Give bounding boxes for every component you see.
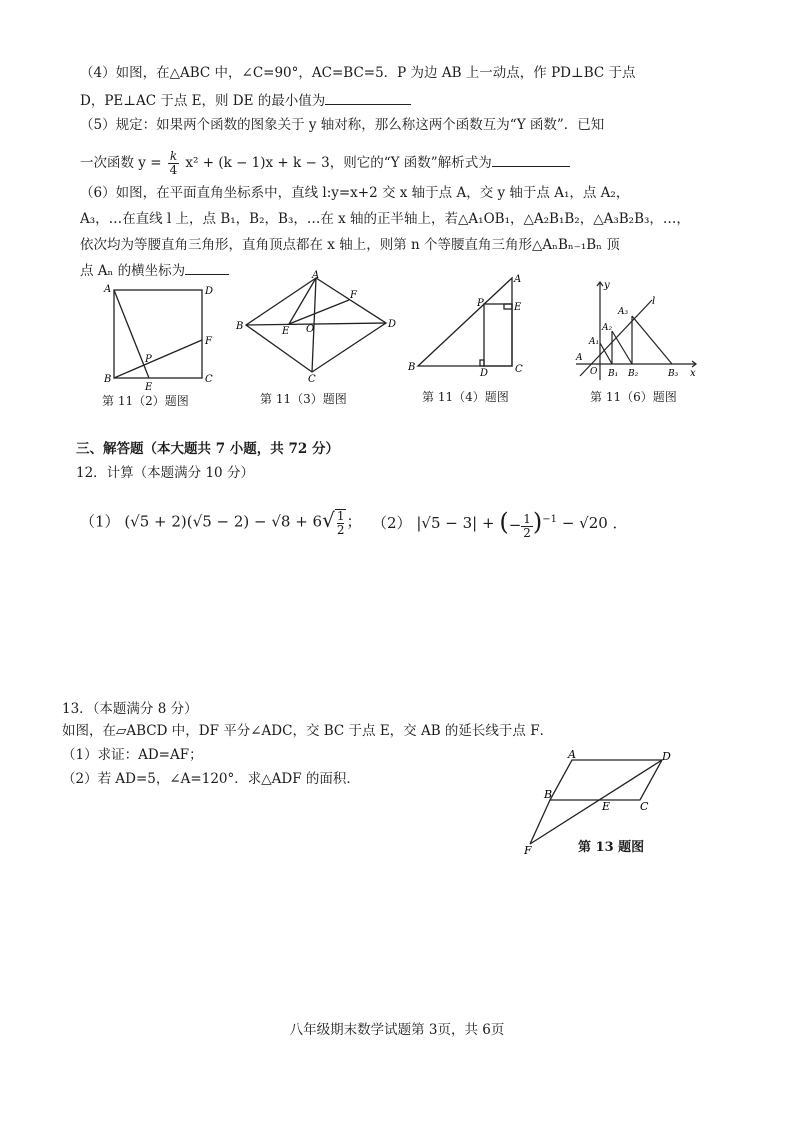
figure-11-6 [572, 276, 702, 386]
q13-part1: （1）求证：AD=AF； [62, 747, 203, 763]
label-B: B [104, 374, 112, 385]
label-l: l [652, 296, 656, 307]
frac-num: 1 [523, 511, 531, 526]
caption-11-4: 第 11（4）题图 [422, 390, 509, 404]
paren-fraction: (− $\frac{1}{2}$ ) [499, 508, 543, 540]
label-A3: A₃ [618, 307, 629, 317]
label-D: D [388, 319, 397, 330]
rectangle-pdce [484, 304, 512, 366]
right-angle-mark [480, 360, 484, 366]
label-O: O [306, 324, 315, 335]
label-B1: B₁ [608, 369, 619, 379]
label-A1: A₁ [589, 337, 600, 347]
answer-blank[interactable] [492, 152, 570, 167]
label-y: y [604, 280, 610, 291]
label-A: A [312, 270, 320, 281]
q11-6-line3: 依次均为等腰直角三角形，直角顶点都在 x 轴上，则第 n 个等腰直角三角形△AₙBₙ₋₁Bₙ 顶 [80, 237, 620, 253]
right-paren-icon: ) [532, 508, 543, 536]
q13-title: 13．（本题满分 8 分） [62, 701, 198, 717]
triangle-2-right [612, 331, 632, 364]
frac-num: k [169, 149, 178, 163]
right-angle-mark-e [504, 304, 512, 309]
sqrt-half [322, 508, 346, 537]
label-B: B [236, 321, 244, 332]
label-B: B [544, 788, 553, 801]
label-A: A [514, 274, 522, 285]
caption-13: 第 13 题图 [578, 840, 645, 855]
caption-11-6: 第 11（6）题图 [590, 390, 677, 404]
triangle-abc [418, 278, 512, 366]
section-heading: 三、解答题（本大题共 7 小题，共 72 分） [76, 441, 339, 457]
q13-part2: （2）若 AD=5，∠A=120°．求△ADF 的面积． [62, 771, 360, 787]
q12-2-expr-b: − √20 ． [561, 513, 628, 532]
label-B: B [408, 362, 416, 373]
q12-2-expr-a: |√5 − 3| + [416, 513, 495, 532]
q12-2-label: （2） [372, 513, 412, 532]
label-x: x [690, 368, 696, 379]
label-B2: B₂ [628, 369, 639, 379]
label-C: C [640, 800, 649, 813]
label-C: C [308, 374, 316, 385]
label-D: D [662, 750, 671, 763]
frac-den: 4 [169, 163, 178, 177]
label-F: F [205, 336, 212, 347]
q12-1-label: （1） [80, 512, 120, 531]
fraction-half [521, 513, 533, 540]
caption-11-3: 第 11（3）题图 [260, 392, 347, 406]
caption-11-2: 第 11（2）题图 [102, 394, 189, 408]
q11-4-line2-text: D，PE⊥AC 于点 E，则 DE 的最小值为 [80, 93, 326, 109]
q11-6-line4-text: 点 Aₙ 的横坐标为 [80, 263, 186, 279]
label-E: E [282, 326, 290, 337]
label-E: E [514, 302, 522, 313]
q11-6-line1: （6）如图，在平面直角坐标系中，直线 l:y=x+2 交 x 轴于点 A，交 y 轴于点 A₁，点 A₂， [80, 185, 630, 201]
label-E: E [145, 382, 153, 393]
q12-part1 [80, 508, 362, 537]
label-C: C [515, 364, 523, 375]
segment-bf [114, 340, 202, 378]
q11-5-line2 [80, 150, 570, 177]
q12-title: 12．计算（本题满分 10 分） [76, 465, 254, 481]
fraction-k-over-4 [168, 150, 179, 177]
left-paren-icon: ( [499, 508, 509, 536]
frac-num: 1 [336, 509, 345, 523]
label-A: A [568, 748, 576, 761]
label-E: E [602, 800, 611, 813]
triangle-3-right [632, 316, 672, 364]
q11-6-line4 [80, 260, 229, 280]
segment-ef [289, 300, 349, 324]
label-P: P [477, 298, 484, 309]
q11-4-line2 [80, 90, 411, 110]
exponent: −1 [542, 513, 558, 525]
radical-icon: √ [322, 508, 335, 532]
label-C: C [205, 374, 213, 385]
q12-1-expr: (√5 + 2)(√5 − 2) − √8 + 6 [124, 512, 323, 531]
q11-4-line1: （4）如图，在△ABC 中，∠C=90°，AC=BC=5．P 为边 AB 上一动点，作 PD⊥BC 于点 [80, 65, 636, 81]
frac-den: 2 [523, 525, 531, 540]
label-F: F [524, 844, 532, 857]
label-P: P [145, 354, 152, 365]
answer-blank[interactable] [185, 260, 229, 275]
label-A: A [576, 353, 583, 363]
q11-6-line2: A₃，…在直线 l 上，点 B₁，B₂，B₃，…在 x 轴的正半轴上，若△A₁OB₁，△A₂B₁B₂，△A₃B₂B₃，…， [80, 211, 690, 227]
answer-blank[interactable] [325, 90, 411, 105]
q12-1-end: ； [346, 512, 362, 531]
parallelogram-abcd [550, 760, 662, 800]
q11-5-line1: （5）规定：如果两个函数的图象关于 y 轴对称，那么称这两个函数互为“Y 函数”．已知 [80, 117, 605, 133]
page-footer: 八年级期末数学试题第 3页，共 6页 [289, 1022, 505, 1038]
square-abcd [114, 290, 202, 378]
q11-5-expr: x² + (k − 1)x + k − 3，则它的“Y 函数”解析式为 [185, 155, 492, 171]
figure-11-2 [96, 280, 226, 392]
label-D: D [205, 286, 214, 297]
label-B3: B₃ [668, 369, 679, 379]
segment-ae [289, 278, 316, 324]
figure-11-3 [234, 270, 397, 385]
label-O: O [590, 367, 598, 377]
q11-5-prefix: 一次函数 y = [80, 155, 162, 171]
label-A2: A₂ [602, 323, 613, 333]
q13-stem: 如图，在▱ABCD 中，DF 平分∠ADC，交 BC 于点 E，交 AB 的延长线于点 F． [62, 723, 554, 739]
diagonal-bd [246, 323, 386, 325]
q12-part2 [372, 508, 628, 540]
frac-den: 2 [336, 523, 345, 537]
label-F: F [350, 290, 357, 301]
radicand-fraction [335, 509, 347, 537]
label-D: D [480, 368, 489, 379]
figure-11-4 [404, 272, 528, 378]
label-A: A [104, 284, 112, 295]
